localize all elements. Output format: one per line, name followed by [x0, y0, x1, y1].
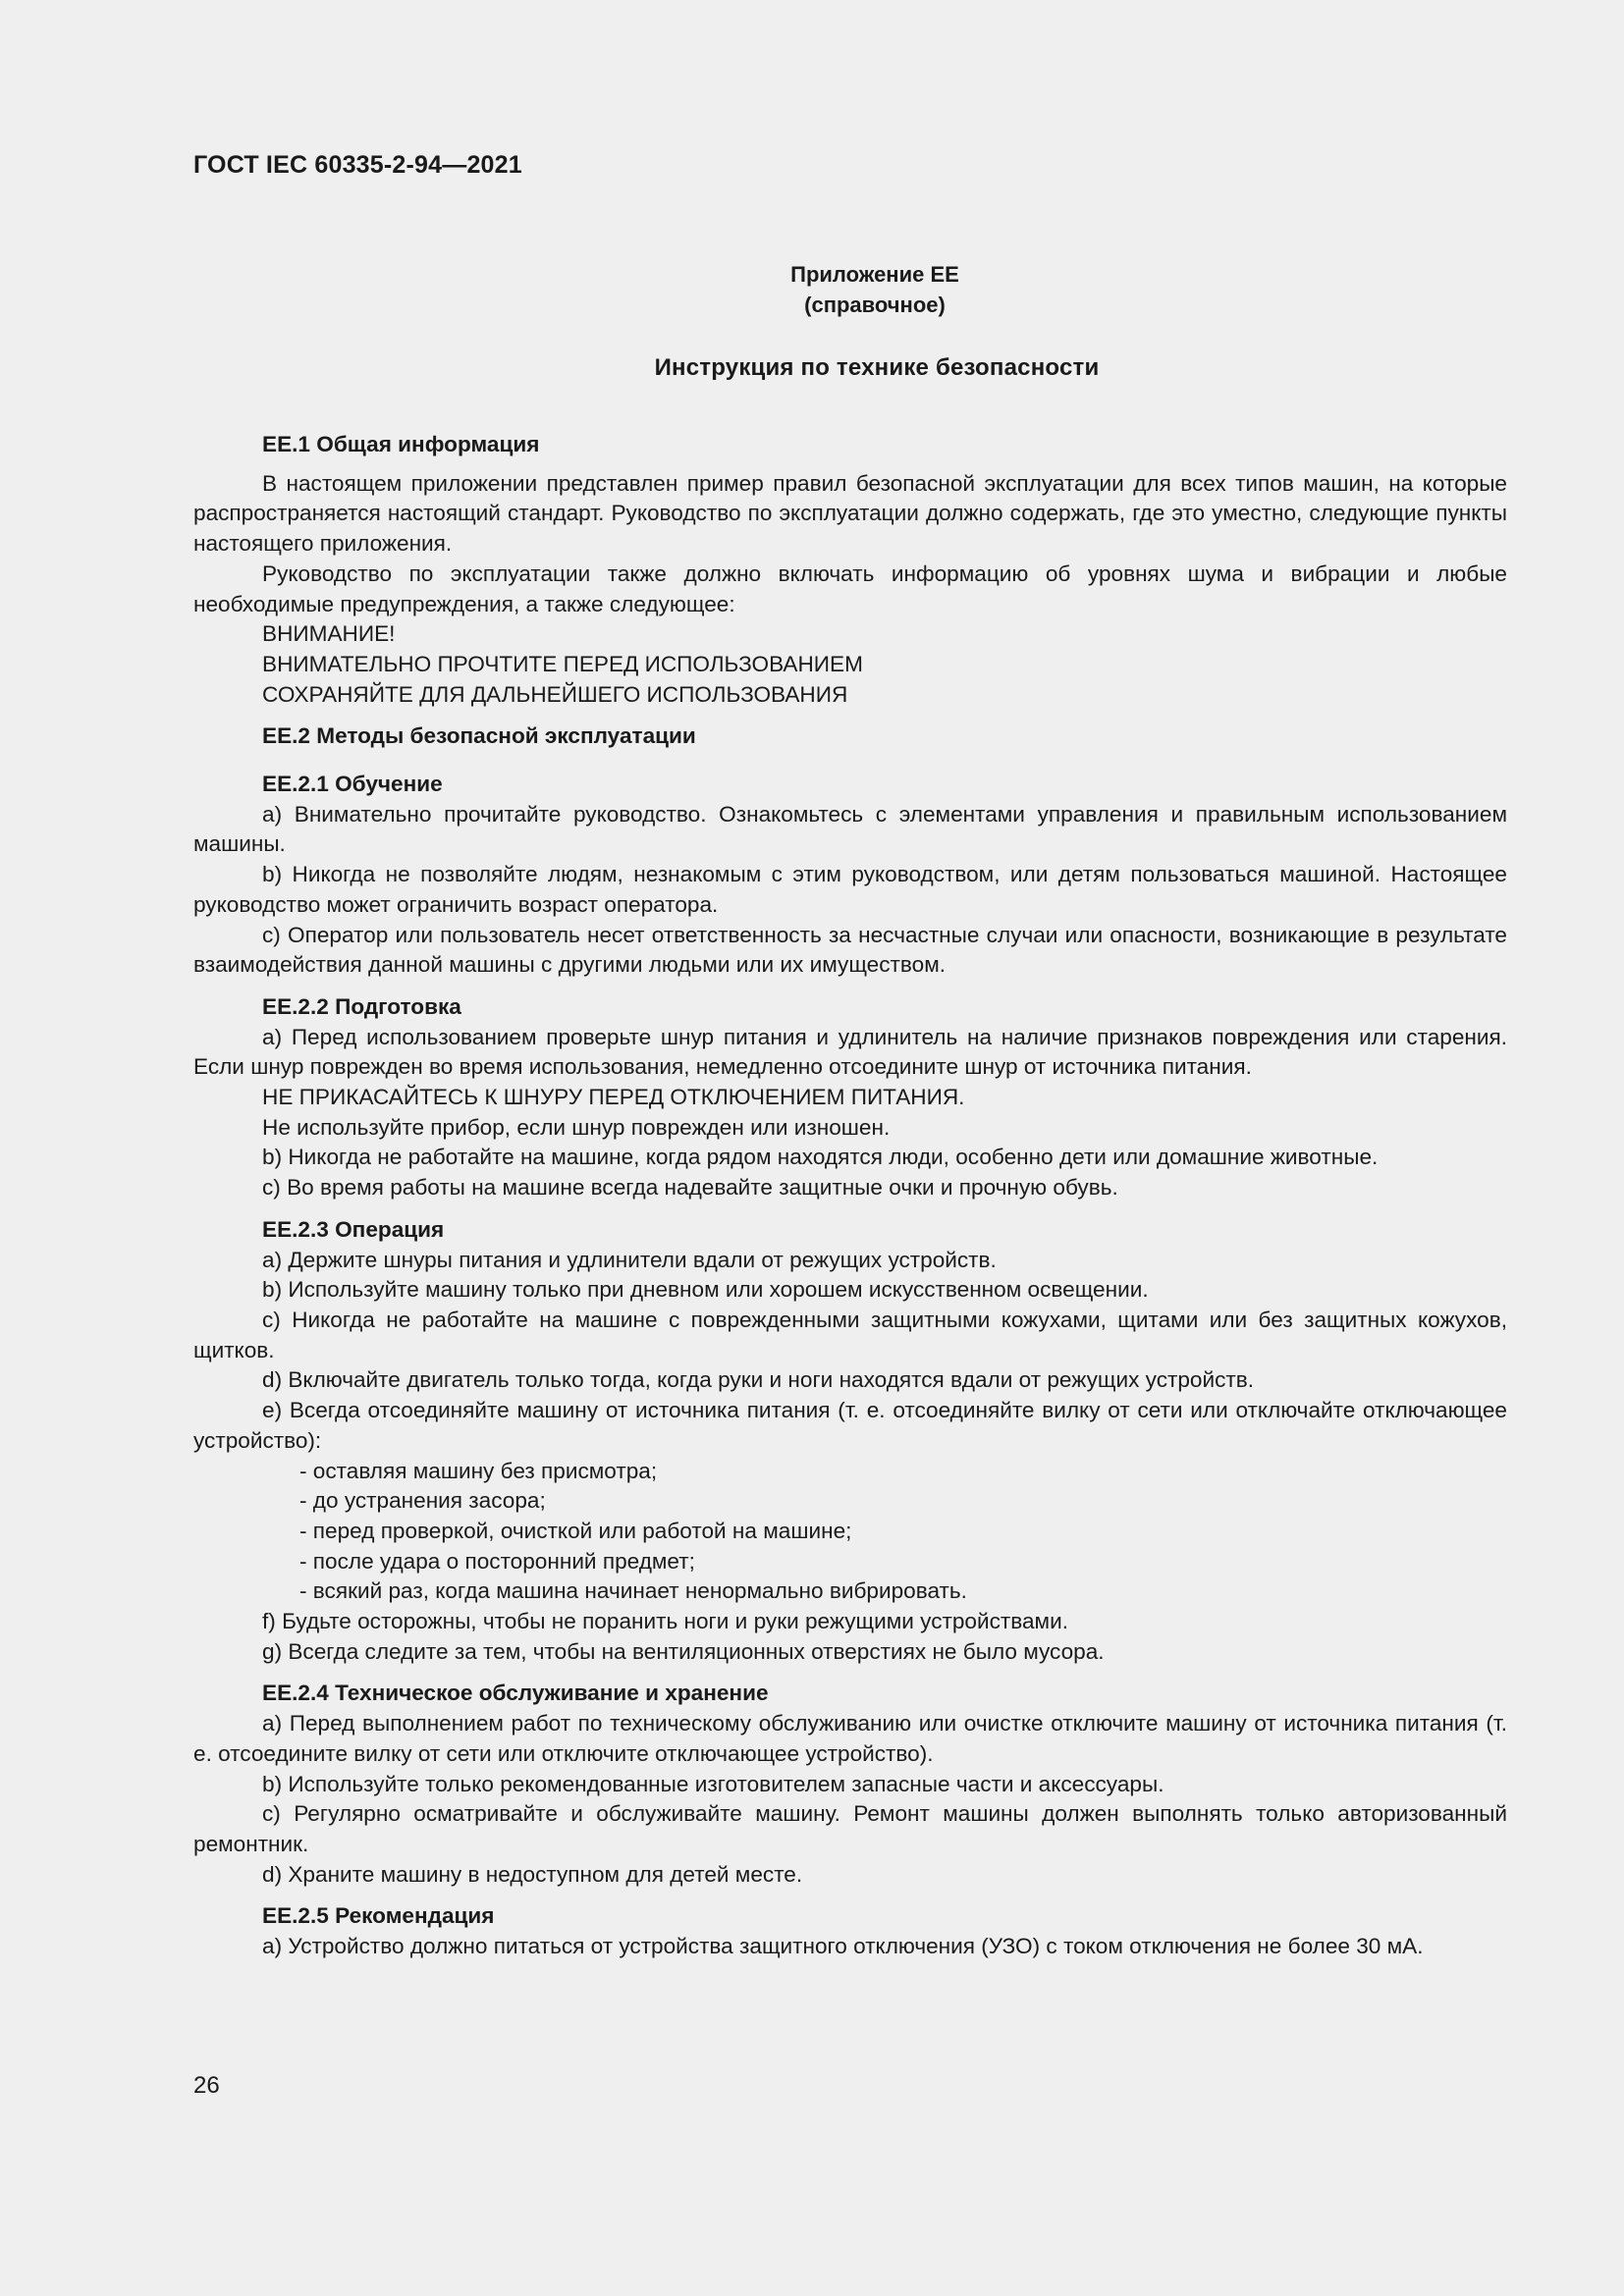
- list-item: c) Никогда не работайте на машине с поврежденными защитными кожухами, щитами или без защитных кожухов, щитков.: [193, 1307, 1507, 1362]
- list-item: d) Храните машину в недоступном для детей месте.: [262, 1861, 803, 1887]
- annex-subtitle: (справочное): [804, 293, 946, 317]
- list-item: a) Устройство должно питаться от устройства защитного отключения (УЗО) с током отключения не более 30 мА.: [262, 1934, 1424, 1959]
- sub-list-item: - оставляя машину без присмотра;: [299, 1458, 658, 1483]
- list-item: c) Регулярно осматривайте и обслуживайте машину. Ремонт машины должен выполнять только авторизованный ремонтник.: [193, 1801, 1507, 1856]
- sub-list-item: - всякий раз, когда машина начинает ненормально вибрировать.: [299, 1578, 967, 1604]
- warning-line: НЕ ПРИКАСАЙТЕСЬ К ШНУРУ ПЕРЕД ОТКЛЮЧЕНИЕМ ПИТАНИЯ.: [262, 1085, 965, 1110]
- subsection-heading-ee2-4: ЕЕ.2.4 Техническое обслуживание и хранение: [262, 1681, 769, 1706]
- subsection-heading-ee2-3: ЕЕ.2.3 Операция: [262, 1216, 445, 1242]
- sub-list-item: - до устранения засора;: [299, 1488, 546, 1514]
- list-item: a) Перед выполнением работ по техническому обслуживанию или очистке отключите машину от источника питания (т. е. отсоедините вилку от сети или отключите отключающее устройство).: [193, 1711, 1507, 1766]
- main-title: Инструкция по технике безопасности: [654, 354, 1100, 381]
- paragraph: В настоящем приложении представлен пример правил безопасной эксплуатации для всех типов машин, на которые распространяется настоящий стандарт. Руководство по эксплуатации должно содержать, где это уместно, следующие пункты настоящего приложения.: [193, 470, 1507, 557]
- document-page: [193, 147, 1507, 1962]
- subsection-heading-ee2-2: ЕЕ.2.2 Подготовка: [262, 993, 461, 1019]
- list-item: b) Используйте только рекомендованные изготовителем запасные части и аксессуары.: [262, 1771, 1164, 1796]
- list-item: e) Всегда отсоединяйте машину от источника питания (т. е. отсоединяйте вилку от сети или отключайте отключающее устройство):: [193, 1398, 1507, 1453]
- section-heading-ee1: ЕЕ.1 Общая информация: [262, 432, 540, 456]
- list-item: b) Используйте машину только при дневном или хорошем искусственном освещении.: [262, 1277, 1149, 1303]
- list-item: c) Оператор или пользователь несет ответственность за несчастные случаи или опасности, возникающие в результате взаимодействия данной машины с другими людьми или их имуществом.: [193, 922, 1507, 978]
- page-number: 26: [193, 2072, 220, 2099]
- annex-heading: [243, 259, 1507, 320]
- warning-line: ВНИМАТЕЛЬНО ПРОЧТИТЕ ПЕРЕД ИСПОЛЬЗОВАНИЕМ: [262, 651, 863, 676]
- note-line: Не используйте прибор, если шнур поврежден или изношен.: [262, 1114, 891, 1140]
- document-code: ГОСТ IEC 60335-2-94—2021: [193, 151, 522, 179]
- list-item: b) Никогда не позволяйте людям, незнакомым с этим руководством, или детям пользоваться машиной. Настоящее руководство может ограничить возраст оператора.: [193, 862, 1507, 917]
- list-item: c) Во время работы на машине всегда надевайте защитные очки и прочную обувь.: [262, 1175, 1118, 1201]
- list-item: f) Будьте осторожны, чтобы не поранить ноги и руки режущими устройствами.: [262, 1609, 1068, 1634]
- sub-list-item: - после удара о посторонний предмет;: [299, 1548, 695, 1574]
- list-item: a) Внимательно прочитайте руководство. Ознакомьтесь с элементами управления и правильным использованием машины.: [193, 801, 1507, 857]
- list-item: g) Всегда следите за тем, чтобы на вентиляционных отверстиях не было мусора.: [262, 1638, 1105, 1664]
- subsection-heading-ee2-1: ЕЕ.2.1 Обучение: [262, 772, 443, 797]
- list-item: b) Никогда не работайте на машине, когда рядом находятся люди, особенно дети или домашние животные.: [262, 1145, 1379, 1170]
- list-item: d) Включайте двигатель только тогда, когда руки и ноги находятся вдали от режущих устройств.: [262, 1367, 1255, 1393]
- section-heading-ee2: ЕЕ.2 Методы безопасной эксплуатации: [262, 723, 696, 749]
- annex-title: Приложение ЕЕ: [790, 262, 959, 287]
- list-item: a) Держите шнуры питания и удлинители вдали от режущих устройств.: [262, 1247, 997, 1272]
- warning-line: ВНИМАНИЕ!: [262, 621, 396, 647]
- sub-list-item: - перед проверкой, очисткой или работой на машине;: [299, 1518, 852, 1543]
- list-item: a) Перед использованием проверьте шнур питания и удлинитель на наличие признаков повреждения или старения. Если шнур поврежден во время использования, немедленно отсоедините шнур от источника питания.: [193, 1024, 1507, 1080]
- document-body: [193, 430, 1507, 1962]
- paragraph: Руководство по эксплуатации также должно включать информацию об уровнях шума и вибрации и любые необходимые предупреждения, а также следующее:: [193, 561, 1507, 616]
- warning-line: СОХРАНЯЙТЕ ДЛЯ ДАЛЬНЕЙШЕГО ИСПОЛЬЗОВАНИЯ: [262, 681, 848, 707]
- subsection-heading-ee2-5: ЕЕ.2.5 Рекомендация: [262, 1903, 495, 1929]
